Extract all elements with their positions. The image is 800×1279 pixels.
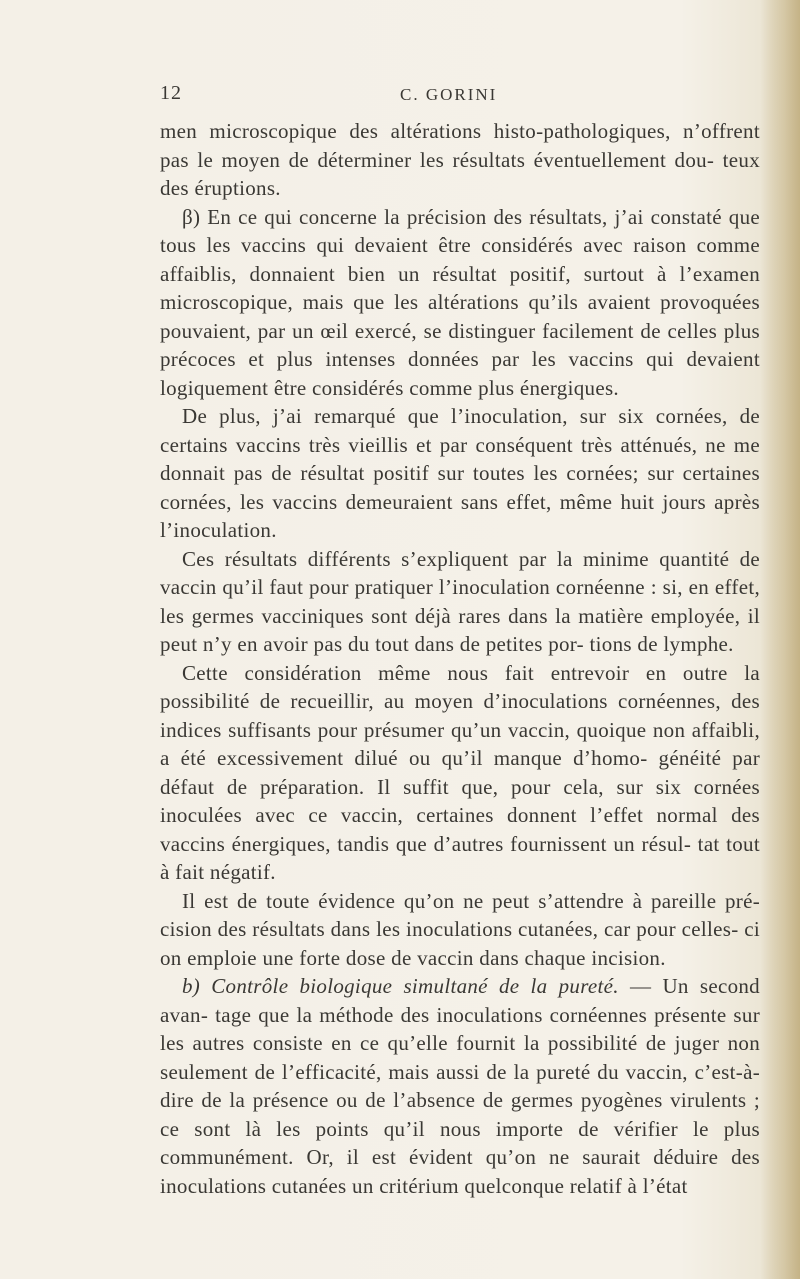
- paragraph-6: Il est de toute évidence qu’on ne peut s’attendre à pareille pré- cision des résultats dans les inoculations cutanées, car pour celles- ci on emploie une forte dose de vaccin dans chaque incision.: [160, 888, 760, 970]
- running-head: C. GORINI: [400, 85, 498, 104]
- paragraph-7: [160, 972, 760, 1200]
- page-header: [0, 82, 800, 112]
- section-heading-b: b) Contrôle biologique simultané de la pureté.: [182, 974, 619, 998]
- body-text: [160, 117, 760, 1200]
- paragraph-7-text: — Un second avan- tage que la méthode des inoculations cornéennes présente sur les autres consiste en ce qu’elle fournit la possibilité de juger non seulement de l’efficacité, mais aussi de la pureté du vaccin, c’est-à-dire de la présence ou de l’absence de germes pyogènes virulents ; ce sont là les points qu’il nous importe de vérifier le plus communément. Or, il est évident qu’on ne saurait déduire des inoculations cutanées un critérium quelconque relatif à l’état: [160, 974, 760, 1198]
- paragraph-4: Ces résultats différents s’expliquent par la minime quantité de vaccin qu’il faut pour pratiquer l’inoculation cornéenne : si, en effet, les germes vacciniques sont déjà rares dans la matière employée, il peut n’y en avoir pas du tout dans de petites por- tions de lymphe.: [160, 546, 760, 656]
- paragraph-2: β) En ce qui concerne la précision des résultats, j’ai constaté que tous les vaccins qui devaient être considérés avec raison comme affaiblis, donnaient bien un résultat positif, surtout à l’examen microscopique, mais que les altérations qu’ils avaient provoquées pouvaient, par un œil exercé, se distinguer facilement de celles plus précoces et plus intenses données par les vaccins qui devaient logiquement être considérés comme plus énergiques.: [160, 204, 760, 400]
- page-edge-stain: [760, 0, 800, 1279]
- paragraph-5: Cette considération même nous fait entrevoir en outre la possibilité de recueillir, au moyen d’inoculations cornéennes, des indices suffisants pour présumer qu’un vaccin, quoique non affaibli, a été excessivement dilué ou qu’il manque d’homo- généité par défaut de préparation. Il suffit que, pour cela, sur six cornées inoculées avec ce vaccin, certaines donnent l’effet normal des vaccins énergiques, tandis que d’autres fournissent un résul- tat tout à fait négatif.: [160, 660, 760, 884]
- paragraph-1: men microscopique des altérations histo-pathologiques, n’offrent pas le moyen de déterminer les résultats éventuellement dou- teux des éruptions.: [160, 119, 760, 200]
- page-number: 12: [160, 82, 182, 104]
- paragraph-3: De plus, j’ai remarqué que l’inoculation, sur six cornées, de certains vaccins très vieillis et par conséquent très atténués, ne me donnait pas de résultat positif sur toutes les cornées; sur certaines cornées, les vaccins demeuraient sans effet, même huit jours après l’inoculation.: [160, 404, 760, 542]
